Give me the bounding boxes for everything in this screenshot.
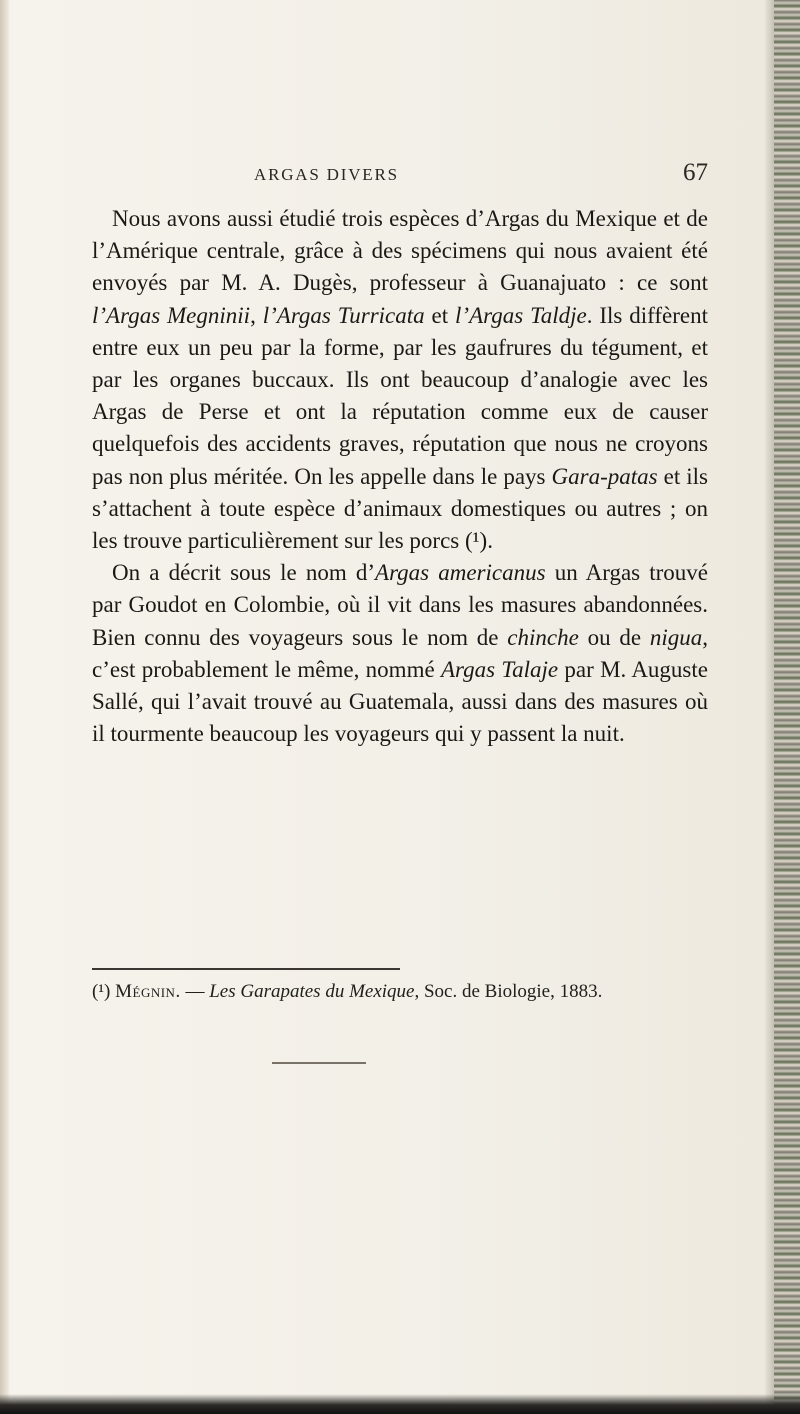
page-number: 67 xyxy=(683,159,708,186)
decorative-rule xyxy=(272,1062,366,1064)
p1-text-2: , xyxy=(250,302,263,328)
p1-text-3: et xyxy=(424,302,456,328)
paragraph-2 xyxy=(92,557,708,750)
bottom-page-edge xyxy=(0,1394,800,1414)
footnote-title: Les Garapates du Mexique xyxy=(209,981,415,1002)
p2-text-2: un Argas trouvé par Goudot en Colombie, où il vit dans les masures abandonnées. Bien connu des voyageurs sous le nom de xyxy=(92,560,708,650)
footnote-separator-rule xyxy=(92,968,400,970)
p1-text-4: . Ils diffèrent entre eux un peu par la forme, par les gaufrures du tégument, et par les organes buccaux. Ils ont beaucoup d’analogie avec les Argas de Perse et ont la réputation comme eux de causer quelquefois des accidents graves, réputation que nous ne croyons pas non plus méritée. On les appelle dans le pays xyxy=(92,302,709,489)
paragraph-1 xyxy=(92,203,708,557)
species-name-5: Argas Talaje xyxy=(440,656,559,682)
page-header xyxy=(92,159,708,191)
p2-text-1: On a décrit sous le nom d’ xyxy=(112,560,376,586)
footnote-dash: — xyxy=(180,981,210,1002)
local-name-2: chinche xyxy=(507,624,579,650)
p1-text-1: Nous avons aussi étudié trois espèces d’Argas du Mexique et de l’Amérique centrale, grâce à des spécimens qui nous avaient été envoyés par M. A. Dugès, professeur à Guanajuato : ce sont xyxy=(92,206,708,296)
p2-text-3: ou de xyxy=(578,624,650,650)
book-fore-edge xyxy=(774,0,800,1414)
species-name-4: Argas americanus xyxy=(375,560,546,586)
p2-text-5: par M. Auguste Sallé, qui l’avait trouvé au Guatemala, aussi dans des masures où il tourmente beaucoup les voyageurs qui y passent la nuit. xyxy=(92,656,708,747)
species-name-3: l’Argas Taldje xyxy=(455,302,587,328)
species-name-1: l’Argas Megninii xyxy=(92,302,251,328)
local-name-3: nigua xyxy=(649,624,703,650)
local-name-1: Gara-patas xyxy=(551,463,658,489)
footnote-marker: (¹) xyxy=(92,981,116,1002)
right-shadow xyxy=(764,0,774,1414)
footnote xyxy=(92,978,708,1005)
left-page-edge xyxy=(0,0,10,1414)
main-text xyxy=(92,203,708,750)
footnote-author: Mégnin. xyxy=(115,981,181,1002)
p2-text-4: , c’est probablement le même, nommé xyxy=(92,624,708,682)
footnote-rest: , Soc. de Biologie, 1883. xyxy=(414,981,603,1002)
running-head: ARGAS DIVERS xyxy=(254,165,399,184)
species-name-2: l’Argas Turricata xyxy=(262,302,425,328)
p1-text-5: et ils s’attachent à toute espèce d’animaux domestiques ou autres ; on les trouve particulièrement sur les porcs (¹). xyxy=(92,463,708,554)
